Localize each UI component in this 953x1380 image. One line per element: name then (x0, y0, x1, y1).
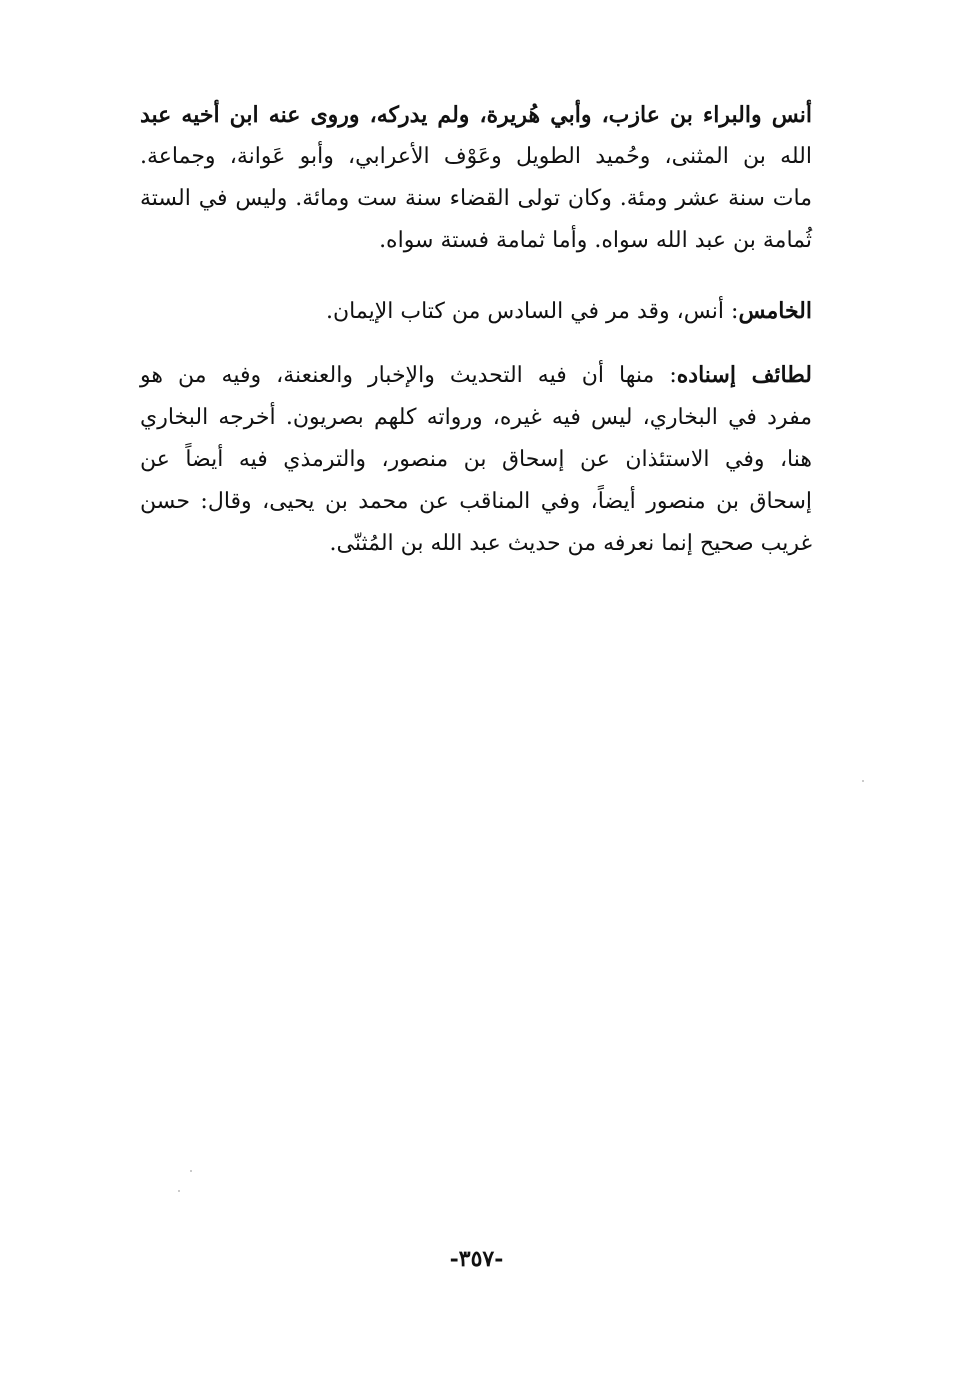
scan-speck (862, 780, 864, 782)
section-label: الخامس (738, 298, 812, 324)
section-text: : منها أن فيه التحديث والإخبار والعنعنة، وفيه من هو (140, 363, 677, 388)
text-line: إسحاق بن منصور أيضاً، وفي المناقب عن محمد بن يحيى، وقال: حسن (140, 489, 812, 514)
text-line: هنا، وفي الاستئذان عن إسحاق بن منصور، والترمذي فيه أيضاً عن (140, 447, 812, 472)
text-line: أنس والبراء بن عازب، وأبي هُريرة، ولم يدركه، وروى عنه ابن أخيه عبد (140, 102, 812, 128)
text-line: مات سنة عشر ومئة. وكان تولى القضاء سنة ست ومائة. وليس في الستة (140, 186, 812, 211)
paragraph-narrators (140, 94, 812, 262)
paragraph-isnad-notes (140, 354, 812, 565)
text-line: مفرد في البخاري، ليس فيه غيره، ورواته كلهم بصريون. أخرجه البخاري (140, 405, 812, 430)
text-line: الله بن المثنى، وحُميد الطويل وعَوْف الأعرابي، وأبو عَوانة، وجماعة. (140, 144, 812, 169)
text-line (140, 290, 812, 333)
section-label: لطائف إسناده (676, 362, 812, 388)
text-line: ثُمامة بن عبد الله سواه. وأما ثمامة فستة سواه. (379, 228, 812, 253)
section-text: : أنس، وقد مر في السادس من كتاب الإيمان. (326, 299, 739, 324)
scan-speck (190, 1170, 192, 1172)
text-line (140, 354, 812, 397)
scan-speck (178, 1190, 180, 1192)
paragraph-fifth-narrator (140, 290, 812, 333)
page-number: -٣٥٧- (449, 1246, 504, 1272)
text-line: غريب صحيح إنما نعرفه من حديث عبد الله بن المُثنّى. (329, 531, 812, 556)
